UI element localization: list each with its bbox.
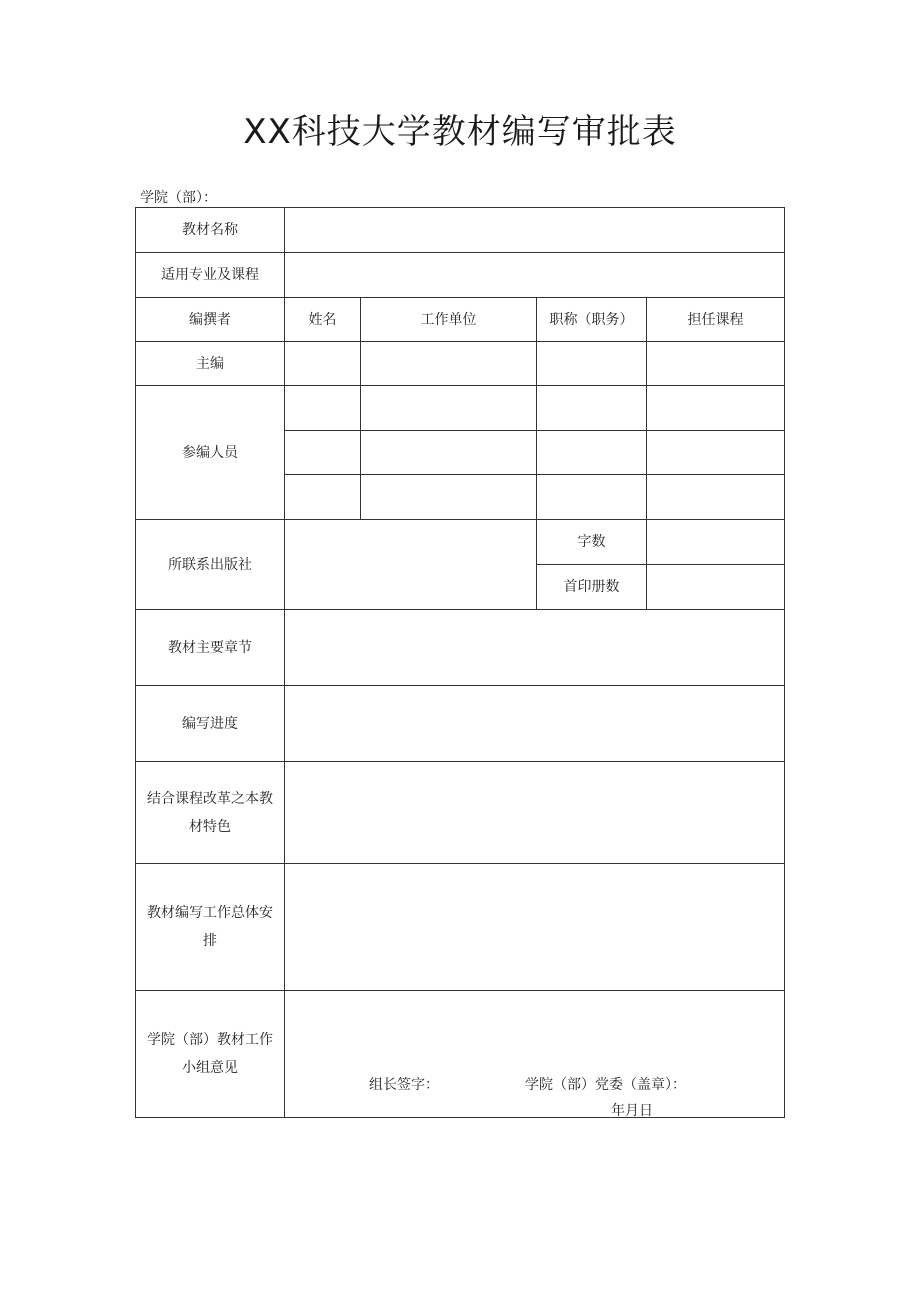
col-header-course: 担任课程 xyxy=(647,298,785,342)
label-major-course: 适用专业及课程 xyxy=(136,253,285,298)
label-opinion xyxy=(136,991,285,1118)
input-chief-course[interactable] xyxy=(647,342,785,386)
input-contributor-course[interactable] xyxy=(647,475,785,520)
input-features[interactable] xyxy=(285,762,785,864)
input-contributor-title[interactable] xyxy=(537,386,647,431)
input-textbook-name[interactable] xyxy=(285,208,785,253)
row-chief-editor xyxy=(136,342,785,386)
label-progress: 编写进度 xyxy=(136,686,285,762)
page-title: XX科技大学教材编写审批表 xyxy=(243,112,677,152)
input-contributor-title[interactable] xyxy=(537,431,647,475)
input-chief-name[interactable] xyxy=(285,342,361,386)
label-contributors: 参编人员 xyxy=(136,386,285,520)
input-chief-unit[interactable] xyxy=(361,342,537,386)
label-overall-plan-text: 教材编写工作总体安排 xyxy=(147,905,273,949)
label-first-print: 首印册数 xyxy=(537,565,647,610)
row-main-chapters xyxy=(136,610,785,686)
college-label: 学院（部）： xyxy=(140,190,217,206)
leader-signature-label: 组长签字： xyxy=(369,1077,439,1093)
input-contributor-course[interactable] xyxy=(647,431,785,475)
signature-line xyxy=(369,1071,686,1099)
row-progress xyxy=(136,686,785,762)
label-authors: 编撰者 xyxy=(136,298,285,342)
label-features xyxy=(136,762,285,864)
party-committee-seal-label: 学院（部）党委（盖章）： xyxy=(525,1077,686,1093)
label-opinion-text: 学院（部）教材工作小组意见 xyxy=(147,1032,273,1076)
row-contributor-1 xyxy=(136,386,785,431)
input-contributor-course[interactable] xyxy=(647,386,785,431)
col-header-unit: 工作单位 xyxy=(361,298,537,342)
label-publisher: 所联系出版社 xyxy=(136,520,285,610)
date-label: 年月日 xyxy=(611,1103,653,1119)
label-overall-plan xyxy=(136,864,285,991)
label-textbook-name: 教材名称 xyxy=(136,208,285,253)
input-first-print[interactable] xyxy=(647,565,785,610)
input-major-course[interactable] xyxy=(285,253,785,298)
input-overall-plan[interactable] xyxy=(285,864,785,991)
input-contributor-unit[interactable] xyxy=(361,431,537,475)
input-word-count[interactable] xyxy=(647,520,785,565)
row-opinion xyxy=(136,991,785,1118)
col-header-title: 职称（职务） xyxy=(537,298,647,342)
input-publisher[interactable] xyxy=(285,520,537,610)
approval-form-table xyxy=(135,207,785,1118)
input-contributor-unit[interactable] xyxy=(361,475,537,520)
row-features xyxy=(136,762,785,864)
input-main-chapters[interactable] xyxy=(285,610,785,686)
col-header-name: 姓名 xyxy=(285,298,361,342)
row-overall-plan xyxy=(136,864,785,991)
opinion-signature-cell[interactable] xyxy=(285,991,785,1118)
input-progress[interactable] xyxy=(285,686,785,762)
label-main-chapters: 教材主要章节 xyxy=(136,610,285,686)
row-authors-header xyxy=(136,298,785,342)
label-features-text: 结合课程改革之本教材特色 xyxy=(147,790,273,835)
row-textbook-name xyxy=(136,208,785,253)
input-contributor-name[interactable] xyxy=(285,386,361,431)
input-contributor-unit[interactable] xyxy=(361,386,537,431)
input-contributor-name[interactable] xyxy=(285,431,361,475)
row-major-course xyxy=(136,253,785,298)
input-contributor-name[interactable] xyxy=(285,475,361,520)
label-word-count: 字数 xyxy=(537,520,647,565)
input-contributor-title[interactable] xyxy=(537,475,647,520)
input-chief-title[interactable] xyxy=(537,342,647,386)
label-chief-editor: 主编 xyxy=(136,342,285,386)
row-publisher xyxy=(136,520,785,565)
